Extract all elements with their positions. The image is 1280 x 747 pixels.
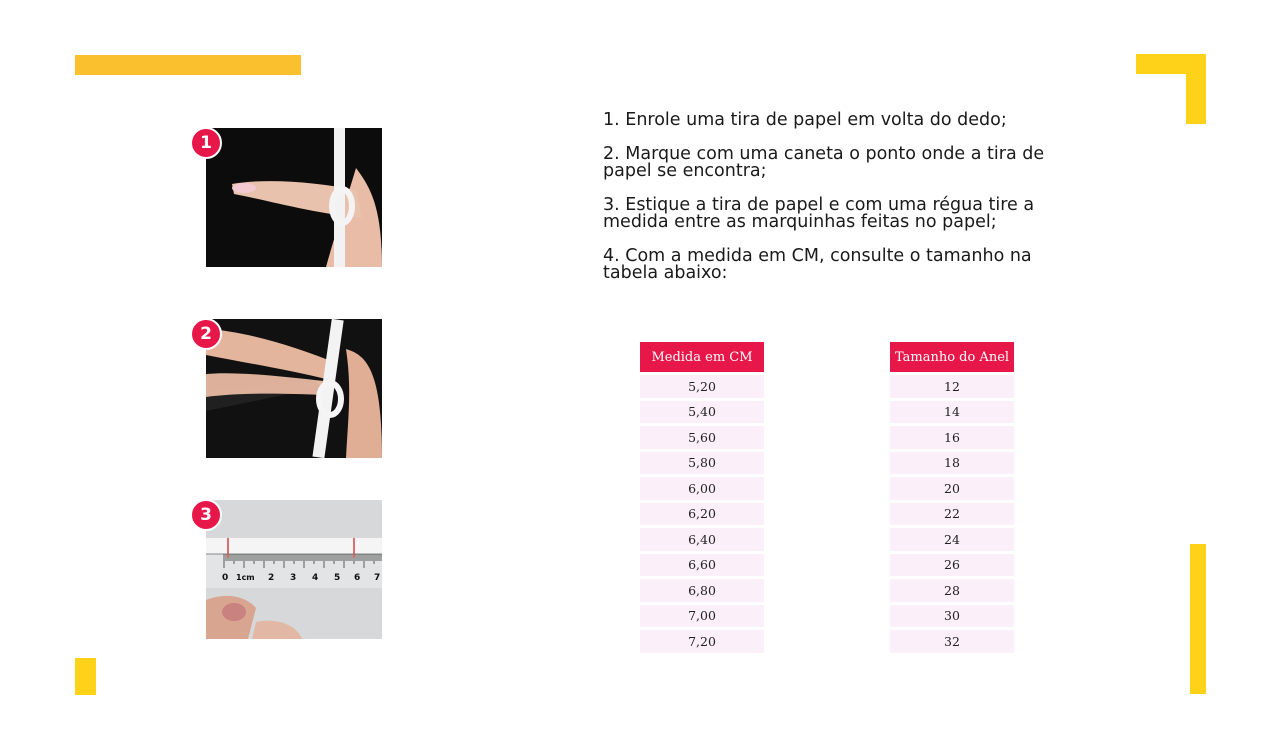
ring-size-cell: 20 — [890, 477, 1014, 500]
step-2-badge: 2 — [190, 318, 222, 350]
ruler-number: 3 — [290, 573, 297, 583]
measure-cell: 5,60 — [640, 426, 764, 449]
instruction-step-4: 4. Com a medida em CM, consulte o tamanho na tabela abaixo: — [603, 246, 1032, 283]
measure-cell: 6,40 — [640, 528, 764, 551]
step-3-badge: 3 — [190, 499, 222, 531]
measure-cell: 6,00 — [640, 477, 764, 500]
measure-column — [640, 342, 764, 656]
step-3-photo — [206, 500, 382, 639]
step-1-badge: 1 — [190, 127, 222, 159]
ring-size-cell: 16 — [890, 426, 1014, 449]
ring-size-cell: 18 — [890, 452, 1014, 475]
ring-size-cell: 24 — [890, 528, 1014, 551]
ruler-unit-label: 1cm — [236, 573, 255, 582]
measure-cell: 6,80 — [640, 579, 764, 602]
measure-cell: 5,80 — [640, 452, 764, 475]
measure-cell: 7,20 — [640, 630, 764, 653]
instruction-step-2: 2. Marque com uma caneta o ponto onde a tira de papel se encontra; — [603, 144, 1045, 181]
ruler-number: 6 — [354, 573, 361, 583]
ring-size-cell: 26 — [890, 554, 1014, 577]
measure-cell: 7,00 — [640, 605, 764, 628]
ring-size-column — [890, 342, 1014, 656]
ruler-number: 2 — [268, 573, 275, 583]
ring-size-cell: 12 — [890, 375, 1014, 398]
ring-size-cell: 30 — [890, 605, 1014, 628]
step-1-photo — [206, 128, 382, 267]
measure-column-cells — [640, 375, 764, 653]
ring-size-cell: 28 — [890, 579, 1014, 602]
measure-cell: 5,20 — [640, 375, 764, 398]
measure-cell: 6,20 — [640, 503, 764, 526]
measure-cell: 5,40 — [640, 401, 764, 424]
decorative-bar-top-left — [75, 55, 301, 75]
ring-size-cell: 22 — [890, 503, 1014, 526]
ruler-number: 4 — [312, 573, 319, 583]
instructions-list — [603, 112, 1063, 299]
measure-cell: 6,60 — [640, 554, 764, 577]
ruler-number: 0 — [222, 573, 229, 583]
decorative-bar-bottom-right — [1190, 544, 1206, 694]
instruction-step-3: 3. Estique a tira de papel e com uma régua tire a medida entre as marquinhas feitas no papel; — [603, 195, 1035, 232]
ruler-number: 7 — [374, 573, 381, 583]
measure-column-header: Medida em CM — [640, 342, 764, 372]
decorative-corner-top-right-vertical — [1186, 54, 1206, 124]
ring-size-column-cells — [890, 375, 1014, 653]
instruction-step-1: 1. Enrole uma tira de papel em volta do dedo; — [603, 110, 1007, 130]
ring-size-cell: 14 — [890, 401, 1014, 424]
ruler-number: 5 — [334, 573, 341, 583]
ring-size-column-header: Tamanho do Anel — [890, 342, 1014, 372]
decorative-block-bottom-left — [75, 658, 96, 695]
step-2-photo — [206, 319, 382, 458]
ring-size-cell: 32 — [890, 630, 1014, 653]
